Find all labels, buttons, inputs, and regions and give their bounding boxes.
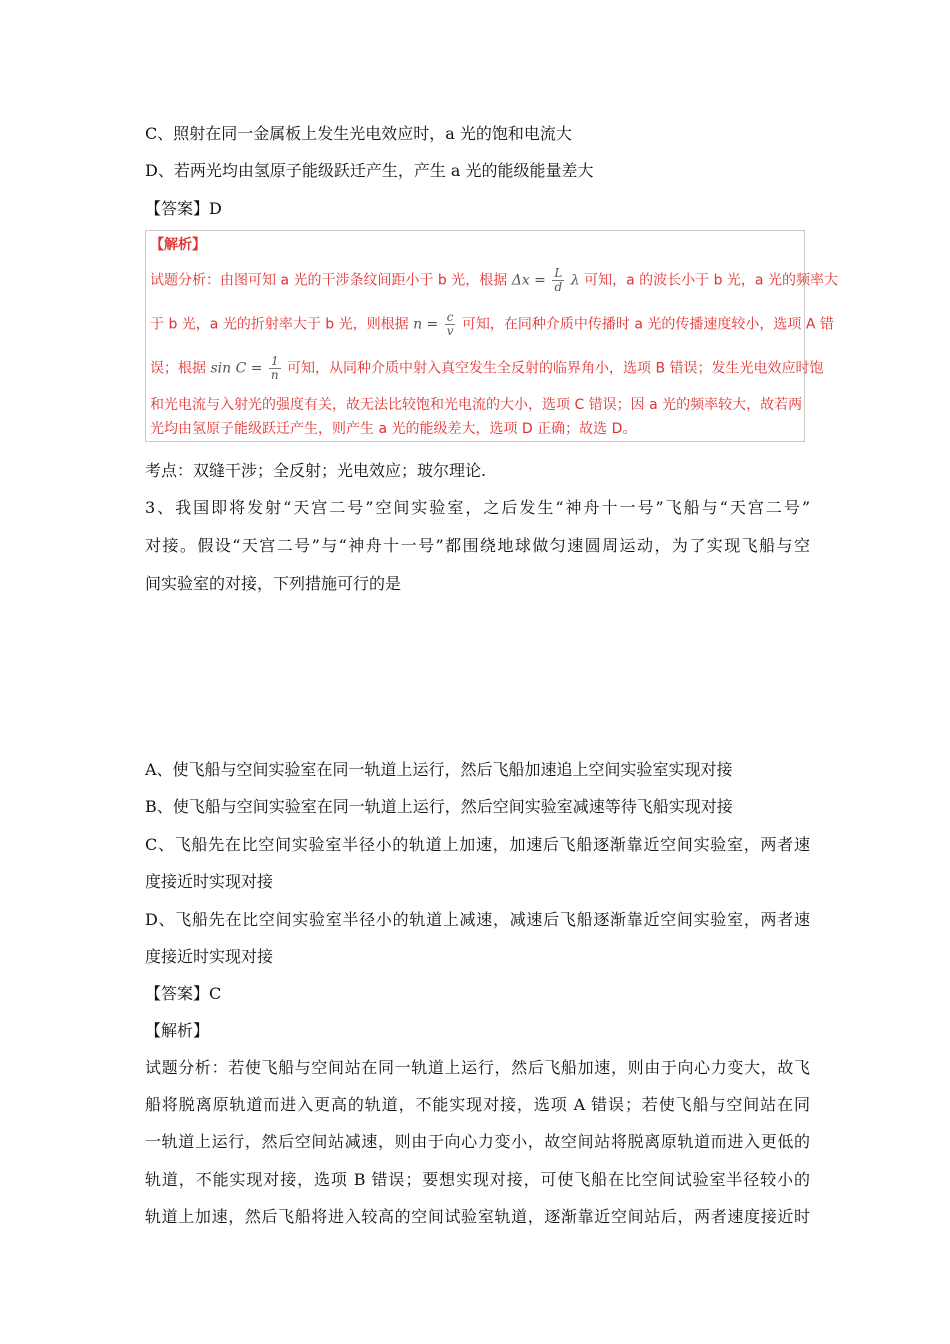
- q3-option-a: A、使飞船与空间实验室在同一轨道上运行，然后飞船加速追上空间实验室实现对接: [145, 760, 733, 779]
- q3-option-c-line-1: C、飞船先在比空间实验室半径小的轨道上加速，加速后飞船逐渐靠近空间实验室，两者速: [145, 835, 810, 854]
- q2-option-d: D、若两光均由氢原子能级跃迁产生，产生 a 光的能级能量差大: [145, 161, 594, 180]
- q3-analysis-line-5: 轨道上加速，然后飞船将进入较高的空间试验室轨道，逐渐靠近空间站后，两者速度接近时: [145, 1207, 810, 1226]
- q3-option-d-line-1: D、飞船先在比空间实验室半径小的轨道上减速，减速后飞船逐渐靠近空间实验室，两者速: [145, 910, 810, 929]
- q3-stem-line-2: 对接。假设“天宫二号”与“神舟十一号”都围绕地球做匀速圆周运动，为了实现飞船与空: [145, 536, 810, 555]
- q2-analysis-title: 【解析】: [150, 237, 206, 253]
- q3-analysis-line-3: 一轨道上运行，然后空间站减速，则由于向心力变小，故空间站将脱离原轨道而进入更低的: [145, 1132, 810, 1151]
- q2-knowledge-points: 考点：双缝干涉；全反射；光电效应；玻尔理论.: [145, 461, 487, 480]
- q3-analysis-title: 【解析】: [145, 1021, 210, 1040]
- q2-analysis-line-1: 试题分析：由图可知 a 光的干涉条纹间距小于 b 光，根据 Δx = $\frac{L}{d}$ λ 可知，a 的波长小于 b 光，a 光的频率大: [150, 266, 838, 294]
- fraction-l-over-d: $\frac{L}{d}$: [554, 266, 563, 294]
- q2-analysis-line-3: 误；根据 sin C = $\frac{1}{n}$ 可知，从同种介质中射入真空发生全反射的临界角小，选项 B 错误；发生光电效应时饱: [150, 354, 824, 382]
- q3-analysis-line-2: 船将脱离原轨道而进入更高的轨道，不能实现对接，选项 A 错误；若使飞船与空间站在同: [145, 1095, 810, 1114]
- q3-analysis-line-1: 试题分析：若使飞船与空间站在同一轨道上运行，然后飞船加速，则由于向心力变大，故飞: [145, 1058, 810, 1077]
- q2-analysis-line-4: 和光电流与入射光的强度有关，故无法比较饱和光电流的大小，选项 C 错误；因 a 光的频率较大，故若两: [150, 397, 803, 413]
- q2-analysis-line-5: 光均由氢原子能级跃迁产生，则产生 a 光的能级差大，选项 D 正确；故选 D。: [150, 421, 637, 437]
- q2-analysis-box: [145, 230, 838, 442]
- q3-analysis-line-4: 轨道，不能实现对接，选项 B 错误；要想实现对接，可使飞船在比空间试验室半径较小的: [145, 1170, 810, 1189]
- fraction-1-over-n: $\frac{1}{n}$: [270, 354, 279, 382]
- q3-option-d-line-2: 度接近时实现对接: [145, 947, 274, 966]
- q3-stem-line-1: 3、我国即将发射“天宫二号”空间实验室，之后发生“神舟十一号”飞船与“天宫二号”: [145, 498, 810, 517]
- q3-option-c-line-2: 度接近时实现对接: [145, 872, 274, 891]
- q3-stem-line-3: 间实验室的对接，下列措施可行的是: [145, 574, 402, 593]
- q2-answer: 【答案】D: [145, 199, 222, 218]
- q2-analysis-line-2: 于 b 光，a 光的折射率大于 b 光，则根据 n = $\frac{c}{v}$ 可知，在同种介质中传播时 a 光的传播速度较小，选项 A 错: [150, 310, 834, 338]
- q2-option-c: C、照射在同一金属板上发生光电效应时，a 光的饱和电流大: [145, 124, 572, 143]
- q3-answer: 【答案】C: [145, 984, 222, 1003]
- q3-option-b: B、使飞船与空间实验室在同一轨道上运行，然后空间实验室减速等待飞船实现对接: [145, 797, 733, 816]
- fraction-c-over-v: $\frac{c}{v}$: [446, 310, 454, 338]
